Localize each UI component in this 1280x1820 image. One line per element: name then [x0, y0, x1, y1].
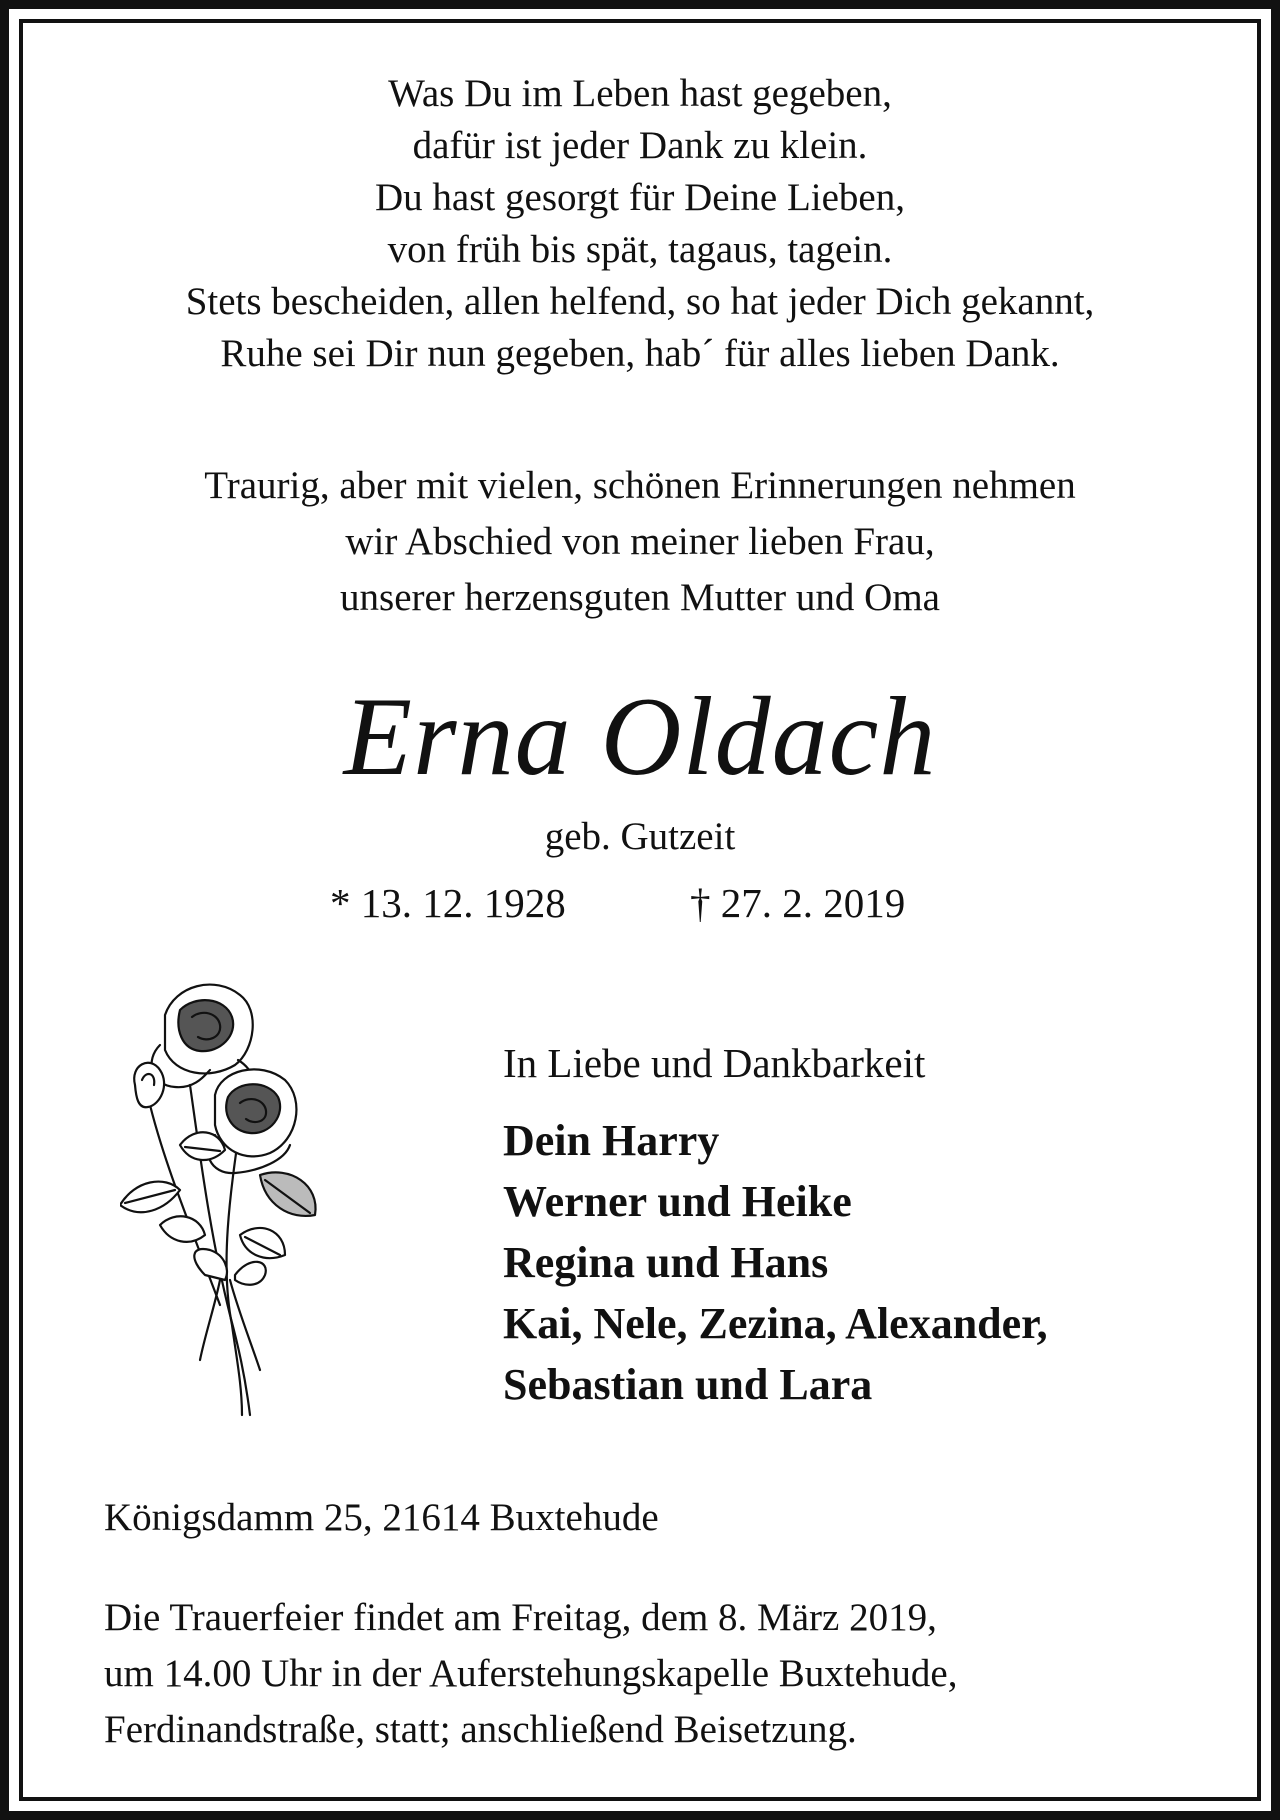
family-member: Sebastian und Lara — [503, 1360, 873, 1409]
family-member: Dein Harry — [503, 1116, 720, 1165]
poem-line: Du hast gesorgt für Deine Lieben, — [375, 176, 905, 219]
poem — [40, 68, 1240, 380]
family-member: Regina und Hans — [503, 1238, 829, 1287]
intro-line: wir Abschied von meiner lieben Frau, — [345, 520, 935, 563]
intro-line: unserer herzensguten Mutter und Oma — [340, 576, 940, 619]
maiden-name: geb. Gutzeit — [544, 815, 736, 858]
deceased-name: Erna Oldach — [343, 675, 937, 799]
family-list — [503, 1110, 1048, 1415]
birth-date: * 13. 12. 1928 — [330, 880, 566, 926]
poem-line: Stets bescheiden, allen helfend, so hat jeder Dich gekannt, — [185, 280, 1095, 323]
closing-phrase: In Liebe und Dankbarkeit — [503, 1040, 926, 1086]
ceremony-info — [104, 1590, 958, 1758]
ceremony-line: Die Trauerfeier findet am Freitag, dem 8. März 2019, — [104, 1596, 937, 1639]
death-date: † 27. 2. 2019 — [690, 880, 906, 926]
rose-illustration-icon — [120, 975, 330, 1425]
poem-line: von früh bis spät, tagaus, tagein. — [387, 228, 893, 271]
poem-line: Ruhe sei Dir nun gegeben, hab´ für alles lieben Dank. — [220, 332, 1060, 375]
family-member: Kai, Nele, Zezina, Alexander, — [503, 1299, 1048, 1348]
ceremony-line: um 14.00 Uhr in der Auferstehungskapelle Buxtehude, — [104, 1652, 958, 1695]
poem-line: dafür ist jeder Dank zu klein. — [412, 124, 868, 167]
intro-line: Traurig, aber mit vielen, schönen Erinnerungen nehmen — [204, 464, 1076, 507]
ceremony-line: Ferdinandstraße, statt; anschließend Beisetzung. — [104, 1708, 857, 1751]
family-member: Werner und Heike — [503, 1177, 852, 1226]
intro-text — [40, 458, 1240, 626]
address: Königsdamm 25, 21614 Buxtehude — [104, 1496, 659, 1539]
poem-line: Was Du im Leben hast gegeben, — [388, 72, 892, 115]
